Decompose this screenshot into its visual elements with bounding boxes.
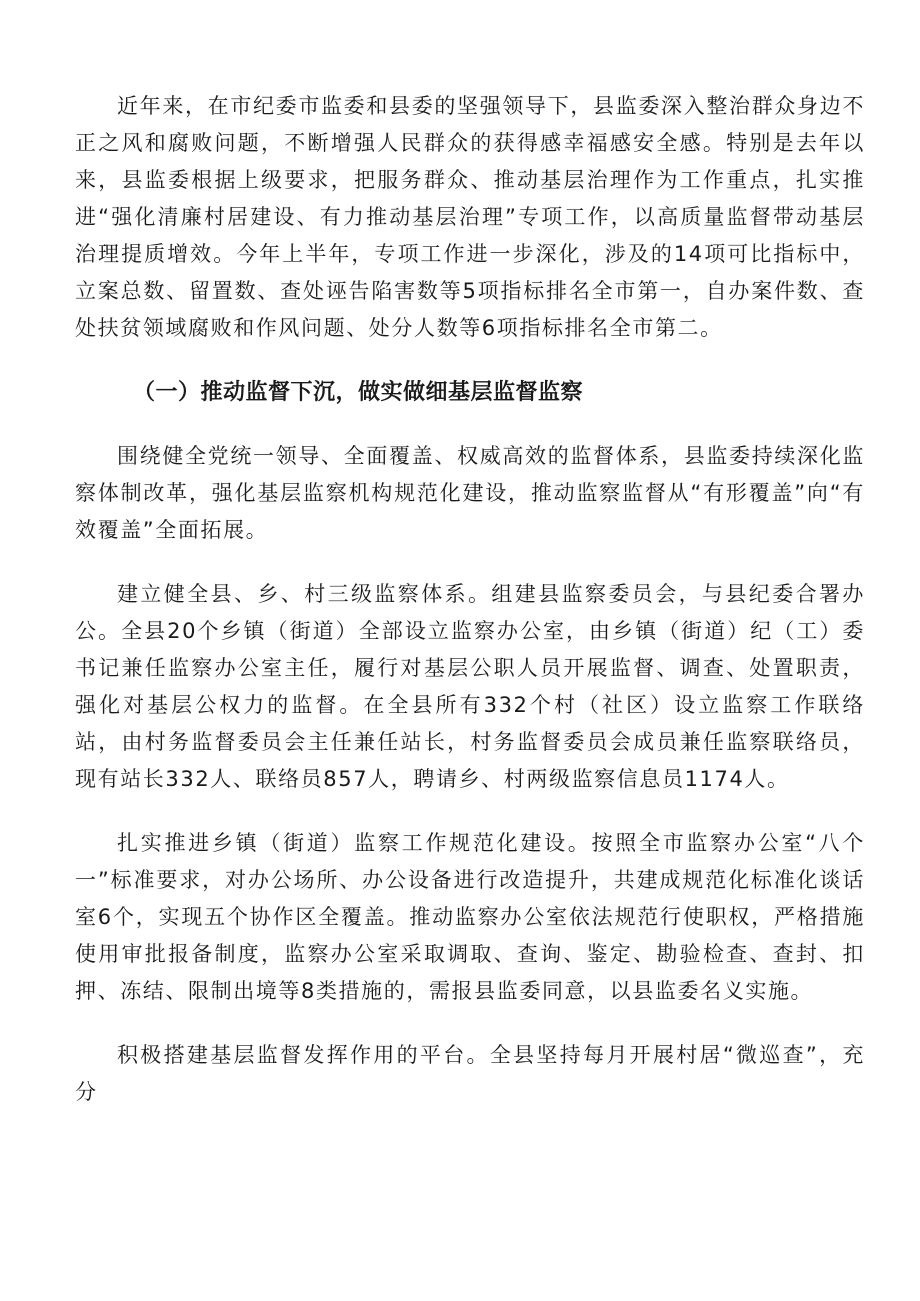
body-paragraph-4: 积极搭建基层监督发挥作用的平台。全县坚持每月开展村居“微巡查”，充分 xyxy=(75,1043,865,1104)
spacer xyxy=(75,1010,865,1037)
section-heading: （一）推动监督下沉，做实做细基层监督监察 xyxy=(133,380,584,405)
body-paragraph-1: 围绕健全党统一领导、全面覆盖、权威高效的监督体系，县监委持续深化监察体制改革，强化基层监察机构规范化建设，推动监察监督从“有形覆盖”向“有效覆盖”全面拓展。 xyxy=(75,444,865,542)
body-paragraph-3: 扎实推进乡镇（街道）监察工作规范化建设。按照全市监察办公室“八个一”标准要求，对办公场所、办公设备进行改造提升，共建成规范化标准化谈话室6个，实现五个协作区全覆盖。推动监察办公室依法规范行使职权，严格措施使用审批报备制度，监察办公室采取调取、查询、鉴定、勘验检查、查封、扣押、冻结、限制出境等8类措施的，需报县监委同意，以县监委名义实施。 xyxy=(75,831,865,1003)
document-page xyxy=(75,88,865,1111)
spacer xyxy=(75,347,865,374)
intro-paragraph: 近年来，在市纪委市监委和县委的坚强领导下，县监委深入整治群众身边不正之风和腐败问题，不断增强人民群众的获得感幸福感安全感。特别是去年以来，县监委根据上级要求，把服务群众、推动基层治理作为工作重点，扎实推进“强化清廉村居建设、有力推动基层治理”专项工作，以高质量监督带动基层治理提质增效。今年上半年，专项工作进一步深化，涉及的14项可比指标中，立案总数、留置数、查处诬告陷害数等5项指标排名全市第一，自办案件数、查处扶贫领域腐败和作风问题、处分人数等6项指标排名全市第二。 xyxy=(75,94,865,340)
spacer xyxy=(75,549,865,576)
spacer xyxy=(75,798,865,825)
body-paragraph-2: 建立健全县、乡、村三级监察体系。组建县监察委员会，与县纪委合署办公。全县20个乡镇（街道）全部设立监察办公室，由乡镇（街道）纪（工）委书记兼任监察办公室主任，履行对基层公职人员开展监督、调查、处置职责，强化对基层公权力的监督。在全县所有332个村（社区）设立监察工作联络站，由村务监督委员会主任兼任站长，村务监督委员会成员兼任监察联络员，现有站长332人、联络员857人，聘请乡、村两级监察信息员1174人。 xyxy=(75,582,865,791)
spacer xyxy=(75,411,865,438)
